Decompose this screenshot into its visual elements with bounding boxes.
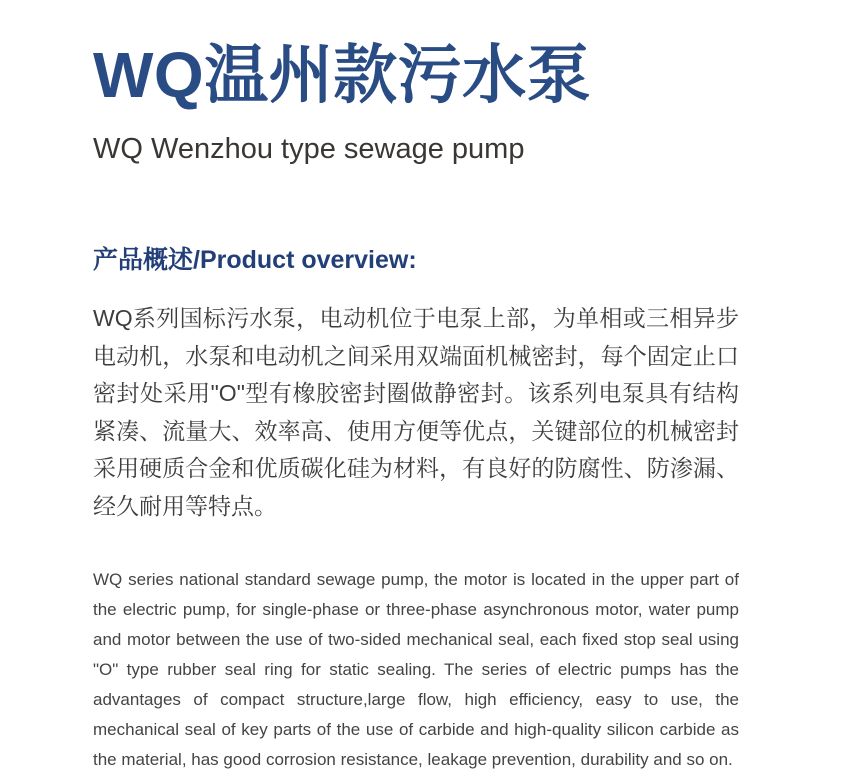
page-subtitle: WQ Wenzhou type sewage pump xyxy=(93,133,525,166)
page-title: WQ温州款污水泵 xyxy=(93,39,592,111)
product-overview-heading: 产品概述/Product overview: xyxy=(93,246,417,275)
overview-paragraph-chinese: WQ系列国标污水泵，电动机位于电泵上部，为单相或三相异步电动机，水泵和电动机之间采用双端面机械密封，每个固定止口密封处采用"O"型有橡胶密封圈做静密封。该系列电泵具有结构紧凑、流量大、效率高、使用方便等优点，关键部位的机械密封采用硬质合金和优质碳化硅为材料，有良好的防腐性、防渗漏、经久耐用等特点。 xyxy=(93,305,739,519)
overview-paragraph-english: WQ series national standard sewage pump, the motor is located in the upper part of the electric pump, for single-phase or three-phase asynchronous motor, water pump and motor between the use of two-sided mechanical seal, each fixed stop seal using "O" type rubber seal ring for static sealing. The series of electric pumps has the advantages of compact structure,large flow, high efficiency, easy to use, the mechanical seal of key parts of the use of carbide and high-quality silicon carbide as the material, has good corrosion resistance, leakage prevention, durability and so on. xyxy=(93,570,739,770)
